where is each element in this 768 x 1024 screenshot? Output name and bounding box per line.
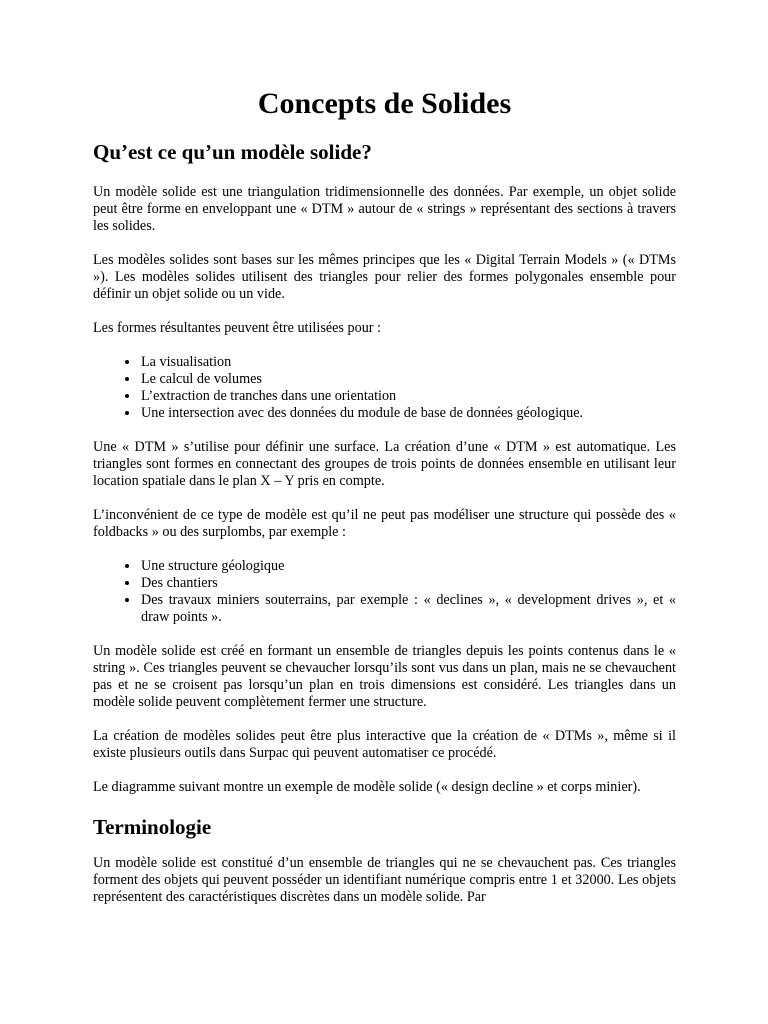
paragraph: Les modèles solides sont bases sur les mêmes principes que les « Digital Terrain Models » (« DTMs »). Les modèles solides utilisent des triangles pour relier des formes polygonales ensemble pour définir un objet solide ou un vide. xyxy=(93,252,676,302)
bullet-list-uses xyxy=(93,354,676,422)
bullet-list-examples xyxy=(93,558,676,626)
list-item: • Une structure géologique xyxy=(140,558,676,575)
section-heading-what-is-solid-model: Qu’est ce qu’un modèle solide? xyxy=(93,140,372,164)
paragraph: Les formes résultantes peuvent être utilisées pour : xyxy=(93,320,381,336)
paragraph: Un modèle solide est créé en formant un ensemble de triangles depuis les points contenus dans le « string ». Ces triangles peuvent se chevaucher lorsqu’ils sont vus dans un plan, mais ne se chevauchent pas et ne se croisent pas lorsqu’un plan en trois dimensions est considéré. Les triangles dans un modèle solide peuvent complètement fermer une structure. xyxy=(93,643,676,710)
paragraph: Une « DTM » s’utilise pour définir une surface. La création d’une « DTM » est automatique. Les triangles sont formes en connectant des groupes de trois points de données ensemble en utilisant leur location spatiale dans le plan X – Y pris en compte. xyxy=(93,439,676,489)
list-item: • L’extraction de tranches dans une orientation xyxy=(140,388,676,405)
paragraph: La création de modèles solides peut être plus interactive que la création de « DTMs », même si il existe plusieurs outils dans Surpac qui peuvent automatiser ce procédé. xyxy=(93,728,676,761)
document-page xyxy=(93,84,676,923)
document-title: Concepts de Solides xyxy=(257,87,512,120)
list-item: • La visualisation xyxy=(140,354,676,371)
list-item: • Le calcul de volumes xyxy=(140,371,676,388)
paragraph: Un modèle solide est une triangulation tridimensionnelle des données. Par exemple, un objet solide peut être forme en enveloppant une « DTM » autour de « strings » représentant des sections à travers les solides. xyxy=(93,184,676,234)
paragraph: Un modèle solide est constitué d’un ensemble de triangles qui ne se chevauchent pas. Ces triangles forment des objets qui peuvent posséder un identifiant numérique compris entre 1 et 32000. Les objets représentent des caractéristiques discrètes dans un modèle solide. Par xyxy=(93,855,676,905)
section-heading-terminology: Terminologie xyxy=(93,815,212,839)
paragraph: L’inconvénient de ce type de modèle est qu’il ne peut pas modéliser une structure qui possède des « foldbacks » ou des surplombs, par exemple : xyxy=(93,507,676,540)
list-item: • Une intersection avec des données du module de base de données géologique. xyxy=(140,405,676,422)
list-item: • Des chantiers xyxy=(140,575,676,592)
paragraph: Le diagramme suivant montre un exemple de modèle solide (« design decline » et corps minier). xyxy=(93,779,641,795)
list-item: • Des travaux miniers souterrains, par exemple : « declines », « development drives », et « draw points ». xyxy=(140,592,676,626)
